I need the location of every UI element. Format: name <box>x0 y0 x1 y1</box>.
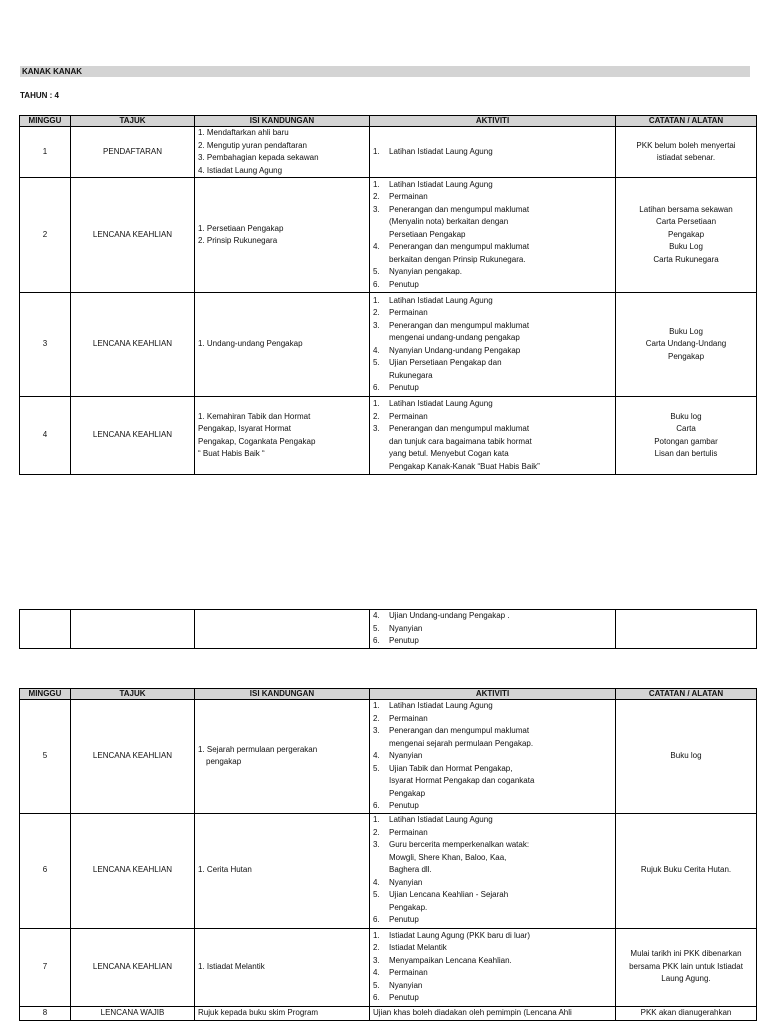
activity-number: 4. <box>373 751 380 760</box>
header-content: ISI KANDUNGAN <box>195 689 370 700</box>
activity-text: Guru bercerita memperkenalkan watak: <box>389 840 530 850</box>
activity-number: 5. <box>373 763 380 773</box>
activity-item <box>373 398 612 411</box>
activity-number <box>373 370 389 383</box>
content-cell <box>195 397 370 475</box>
content-line: pengakap <box>206 757 242 767</box>
activity-number: 1. <box>373 815 380 825</box>
activity-item <box>373 357 612 370</box>
week-cell: 1 <box>20 127 71 178</box>
topic-cell: PENDAFTARAN <box>71 127 195 178</box>
header-topic: TAJUK <box>71 116 195 127</box>
notes-line: Pengakap <box>667 229 705 239</box>
activity-text: Permainan <box>389 411 428 421</box>
activity-item <box>373 955 612 968</box>
notes-line: bersama PKK lain untuk Istiadat <box>629 961 743 971</box>
week-cell: 5 <box>20 700 71 814</box>
activity-number: 1. <box>373 295 380 305</box>
activity-number: 3. <box>373 726 380 735</box>
activity-item <box>373 436 612 449</box>
notes-cell <box>616 610 757 649</box>
notes-line: Buku log <box>670 411 702 421</box>
content-line: 2. Prinsip Rukunegara <box>198 236 278 245</box>
activity-number <box>373 216 389 229</box>
table-row <box>20 610 757 649</box>
activity-number: 5. <box>373 358 380 367</box>
table-row <box>20 178 757 293</box>
activity-item <box>373 307 612 320</box>
activity-number <box>373 254 389 267</box>
content-line: 1. Kemahiran Tabik dan Hormat <box>198 411 311 421</box>
activity-item <box>373 623 612 636</box>
activity-number: 1. <box>373 930 380 940</box>
activity-cell <box>370 397 616 475</box>
activity-item <box>373 713 612 726</box>
notes-cell <box>616 397 757 475</box>
topic-cell: LENCANA KEAHLIAN <box>71 178 195 293</box>
activity-cell <box>370 700 616 814</box>
activity-number: 2. <box>373 192 380 202</box>
activity-number: 6. <box>373 915 380 925</box>
activity-text: Isyarat Hormat Pengakap dan cogankata <box>389 776 535 785</box>
notes-line: PKK akan dianugerahkan <box>640 1007 732 1017</box>
activity-number: 6. <box>373 279 380 289</box>
activity-item <box>373 423 612 436</box>
activity-number: 6. <box>373 993 380 1002</box>
syllabus-table-2 <box>19 688 757 1021</box>
content-line: Pengakap, Isyarat Hormat <box>198 424 291 433</box>
header-topic: TAJUK <box>71 689 195 700</box>
table-row <box>20 127 757 178</box>
table-row <box>20 397 757 475</box>
activity-number <box>373 229 389 242</box>
activity-item <box>373 254 612 267</box>
activity-number <box>373 332 389 345</box>
year-label: TAHUN : 4 <box>20 91 59 100</box>
activity-number <box>373 902 389 915</box>
activity-text: Penerangan dan mengumpul maklumat <box>389 424 530 433</box>
activity-text: Penutup <box>389 636 419 646</box>
activity-text: Pengakap <box>389 788 426 798</box>
table-row <box>20 928 757 1006</box>
notes-line: Rujuk Buku Cerita Hutan. <box>640 865 732 875</box>
week-cell: 3 <box>20 293 71 397</box>
notes-line: Buku Log <box>669 326 703 336</box>
section-title: KANAK KANAK <box>22 67 82 76</box>
notes-cell <box>616 178 757 293</box>
activity-text: Penerangan dan mengumpul maklumat <box>389 320 530 330</box>
table-row <box>20 700 757 814</box>
activity-text: Nyanyian <box>389 877 423 887</box>
week-cell: 7 <box>20 928 71 1006</box>
activity-number <box>373 852 389 865</box>
notes-cell <box>616 700 757 814</box>
header-notes: CATATAN / ALATAN <box>616 689 757 700</box>
activity-text: Latihan Istiadat Laung Agung <box>389 815 493 825</box>
activity-item <box>373 204 612 217</box>
activity-text: dan tunjuk cara bagaimana tabik hormat <box>389 436 532 446</box>
activity-item <box>373 800 612 813</box>
content-line: “ Buat Habis Baik “ <box>198 449 265 458</box>
activity-number: 3. <box>373 424 380 433</box>
notes-line: Laung Agung. <box>661 974 711 984</box>
activity-cell <box>370 610 616 649</box>
activity-number: 1. <box>373 701 380 710</box>
notes-line: PKK belum boleh menyertai <box>636 140 736 150</box>
activity-number <box>373 461 389 474</box>
activity-item <box>373 610 612 623</box>
activity-number: 2. <box>373 713 380 723</box>
table-header-row <box>20 116 757 127</box>
topic-cell: LENCANA KEAHLIAN <box>71 700 195 814</box>
content-cell <box>195 610 370 649</box>
activity-item <box>373 827 612 840</box>
activity-item <box>373 967 612 980</box>
activity-text: Pengakap. <box>389 902 428 912</box>
header-activity: AKTIVITI <box>370 116 616 127</box>
activity-item <box>373 738 612 751</box>
activity-cell <box>370 813 616 928</box>
notes-line: Buku log <box>670 751 702 760</box>
activity-number: 2. <box>373 827 380 837</box>
activity-number: 5. <box>373 267 380 277</box>
activity-text: Ujian Undang-undang Pengakap . <box>389 611 510 621</box>
activity-text: Permainan <box>389 308 428 317</box>
activity-item <box>373 266 612 279</box>
activity-text: Istiadat Melantik <box>389 943 447 952</box>
activity-item <box>373 370 612 383</box>
activity-number: 5. <box>373 980 380 990</box>
activity-item <box>373 191 612 204</box>
activity-text: (Menyalin nota) berkaitan dengan <box>389 217 509 227</box>
table-row <box>20 813 757 928</box>
activity-item <box>373 216 612 229</box>
activity-number: 5. <box>373 623 380 633</box>
table-row <box>20 1006 757 1020</box>
activity-text: Menyampaikan Lencana Keahlian. <box>389 955 512 965</box>
activity-text: Latihan Istiadat Laung Agung <box>389 179 493 189</box>
activity-text: Latihan Istiadat Laung Agung <box>389 146 493 156</box>
activity-text: Ujian Tabik dan Hormat Pengakap, <box>389 763 513 773</box>
activity-item <box>373 942 612 955</box>
activity-item <box>373 902 612 915</box>
activity-text: Penutup <box>389 383 419 392</box>
activity-item <box>373 146 612 159</box>
notes-line: Carta <box>676 424 696 433</box>
activity-text: Ujian Lencana Keahlian - Sejarah <box>389 890 509 900</box>
header-week: MINGGU <box>20 689 71 700</box>
week-cell: 6 <box>20 813 71 928</box>
notes-line: Pengakap <box>667 351 705 361</box>
activity-number: 4. <box>373 242 380 252</box>
activity-number: 4. <box>373 968 380 977</box>
activity-item <box>373 839 612 852</box>
content-line: 1. Cerita Hutan <box>198 865 252 875</box>
notes-line: Latihan bersama sekawan <box>639 204 733 214</box>
activity-number: 2. <box>373 308 380 317</box>
activity-item <box>373 852 612 865</box>
activity-number: 4. <box>373 611 380 621</box>
activity-text: berkaitan dengan Prinsip Rukunegara. <box>389 254 526 264</box>
activity-number: 6. <box>373 636 380 646</box>
activity-number: 1. <box>373 399 380 408</box>
activity-item <box>373 320 612 333</box>
activity-number <box>373 775 389 788</box>
content-line: 1. Mendaftarkan ahli baru <box>198 128 289 137</box>
activity-item <box>373 877 612 890</box>
activity-number: 5. <box>373 890 380 900</box>
activity-item <box>373 775 612 788</box>
activity-text: Nyanyian <box>389 623 423 633</box>
activity-text: Nyanyian <box>389 751 423 760</box>
activity-item <box>373 930 612 943</box>
activity-item <box>373 788 612 801</box>
activity-item <box>373 763 612 776</box>
table-row <box>20 293 757 397</box>
notes-cell <box>616 813 757 928</box>
activity-number <box>373 448 389 461</box>
content-line: 1. Sejarah permulaan pergerakan <box>198 744 318 754</box>
activity-item <box>373 179 612 192</box>
activity-text: Baghera dll. <box>389 865 432 875</box>
header-week: MINGGU <box>20 116 71 127</box>
topic-cell: LENCANA KEAHLIAN <box>71 397 195 475</box>
notes-cell <box>616 1006 757 1020</box>
activity-cell <box>370 178 616 293</box>
activity-text: Latihan Istiadat Laung Agung <box>389 399 493 408</box>
activity-item <box>373 241 612 254</box>
activity-text: Pengakap Kanak-Kanak “Buat Habis Baik” <box>389 461 540 471</box>
activity-cell <box>370 127 616 178</box>
activity-text: Latihan Istiadat Laung Agung <box>389 701 493 710</box>
activity-text: Penutup <box>389 993 419 1002</box>
content-cell <box>195 293 370 397</box>
content-cell <box>195 127 370 178</box>
week-cell <box>20 610 71 649</box>
content-line: Pengakap, Cogankata Pengakap <box>198 436 316 446</box>
activity-text: Penerangan dan mengumpul maklumat <box>389 204 530 214</box>
notes-line: Potongan gambar <box>654 436 718 446</box>
content-cell <box>195 813 370 928</box>
content-cell <box>195 700 370 814</box>
activity-text: Permainan <box>389 968 428 977</box>
activity-text: yang betul. Menyebut Cogan kata <box>389 449 509 458</box>
activity-item <box>373 345 612 358</box>
activity-text: mengenai sejarah permulaan Pengakap. <box>389 738 534 748</box>
activity-text: Nyanyian Undang-undang Pengakap <box>389 345 521 355</box>
content-line: 1. Persetiaan Pengakap <box>198 223 284 233</box>
content-line: 4. Istiadat Laung Agung <box>198 165 283 175</box>
content-line: 2. Mengutip yuran pendaftaran <box>198 140 307 150</box>
section-header-bar <box>20 66 750 77</box>
topic-cell <box>71 610 195 649</box>
activity-number: 4. <box>373 345 380 355</box>
activity-number: 2. <box>373 411 380 421</box>
activity-text: Permainan <box>389 192 428 202</box>
notes-cell <box>616 928 757 1006</box>
activity-text: Penerangan dan mengumpul maklumat <box>389 242 530 252</box>
activity-number: 3. <box>373 204 380 214</box>
notes-line: Carta Persetiaan <box>655 217 717 227</box>
activity-item <box>373 448 612 461</box>
activity-text: mengenai undang-undang pengakap <box>389 333 520 342</box>
topic-cell: LENCANA KEAHLIAN <box>71 928 195 1006</box>
content-cell <box>195 1006 370 1020</box>
activity-number: 4. <box>373 877 380 887</box>
activity-item <box>373 914 612 927</box>
activity-number <box>373 864 389 877</box>
activity-item <box>373 889 612 902</box>
activity-item <box>373 279 612 292</box>
content-cell <box>195 178 370 293</box>
activity-text: Permainan <box>389 827 428 837</box>
week-cell: 2 <box>20 178 71 293</box>
activity-text: Latihan Istiadat Laung Agung <box>389 295 493 305</box>
topic-cell: LENCANA WAJIB <box>71 1006 195 1020</box>
activity-text: Mowgli, Shere Khan, Baloo, Kaa, <box>389 852 507 862</box>
activity-number <box>373 738 389 751</box>
activity-item <box>373 382 612 395</box>
notes-line: istiadat sebenar. <box>656 153 716 162</box>
activity-item <box>373 814 612 827</box>
content-line: 3. Pembahagian kepada sekawan <box>198 153 319 162</box>
activity-item <box>373 411 612 424</box>
notes-line: Carta Rukunegara <box>653 254 719 264</box>
header-content: ISI KANDUNGAN <box>195 116 370 127</box>
activity-number: 6. <box>373 801 380 810</box>
header-notes: CATATAN / ALATAN <box>616 116 757 127</box>
activity-text: Rukunegara <box>389 370 433 380</box>
activity-text: Penerangan dan mengumpul maklumat <box>389 726 530 735</box>
notes-cell <box>616 293 757 397</box>
activity-number: 3. <box>373 840 380 850</box>
content-line: 1. Undang-undang Pengakap <box>198 339 303 349</box>
content-line: Rujuk kepada buku skim Program <box>198 1007 319 1017</box>
activity-number <box>373 436 389 449</box>
activity-number <box>373 788 389 801</box>
content-line: 1. Istiadat Melantik <box>198 961 265 971</box>
activity-item <box>373 725 612 738</box>
activity-item <box>373 461 612 474</box>
topic-cell: LENCANA KEAHLIAN <box>71 293 195 397</box>
activity-item <box>373 295 612 308</box>
activity-number: 1. <box>373 179 380 189</box>
activity-item <box>373 332 612 345</box>
activity-number: 3. <box>373 955 380 965</box>
notes-line: Buku Log <box>669 242 703 252</box>
week-cell: 4 <box>20 397 71 475</box>
activity-item <box>373 635 612 648</box>
activity-text: Penutup <box>389 915 419 925</box>
table-header-row <box>20 689 757 700</box>
content-cell <box>195 928 370 1006</box>
activity-text: Istiadat Laung Agung (PKK baru di luar) <box>389 930 530 940</box>
notes-line: Mulai tarikh ini PKK dibenarkan <box>630 949 742 959</box>
activity-number: 6. <box>373 383 380 392</box>
activity-number: 1. <box>373 146 380 156</box>
header-activity: AKTIVITI <box>370 689 616 700</box>
activity-item <box>373 700 612 713</box>
activity-text: Permainan <box>389 713 428 723</box>
activity-text: Penutup <box>389 279 419 289</box>
activity-cell <box>370 928 616 1006</box>
activity-text: Ujian khas boleh diadakan oleh pemimpin (Lencana Ahli <box>373 1007 572 1017</box>
activity-text: Nyanyian <box>389 980 423 990</box>
activity-text: Penutup <box>389 801 419 810</box>
activity-cell <box>370 293 616 397</box>
activity-text: Nyanyian pengakap. <box>389 267 462 277</box>
activity-cell <box>370 1006 616 1020</box>
week-cell: 8 <box>20 1006 71 1020</box>
activity-number: 3. <box>373 320 380 330</box>
activity-text: Ujian Persetiaan Pengakap dan <box>389 358 502 367</box>
activity-item <box>373 229 612 242</box>
activity-number: 2. <box>373 943 380 952</box>
activity-item <box>373 864 612 877</box>
activity-item <box>373 750 612 763</box>
syllabus-table-continued <box>19 609 757 649</box>
notes-line: Carta Undang-Undang <box>645 339 727 349</box>
notes-cell <box>616 127 757 178</box>
activity-text: Persetiaan Pengakap <box>389 229 466 239</box>
activity-item <box>373 992 612 1005</box>
topic-cell: LENCANA KEAHLIAN <box>71 813 195 928</box>
syllabus-table-1 <box>19 115 757 475</box>
activity-item <box>373 980 612 993</box>
notes-line: Lisan dan bertulis <box>654 449 718 458</box>
